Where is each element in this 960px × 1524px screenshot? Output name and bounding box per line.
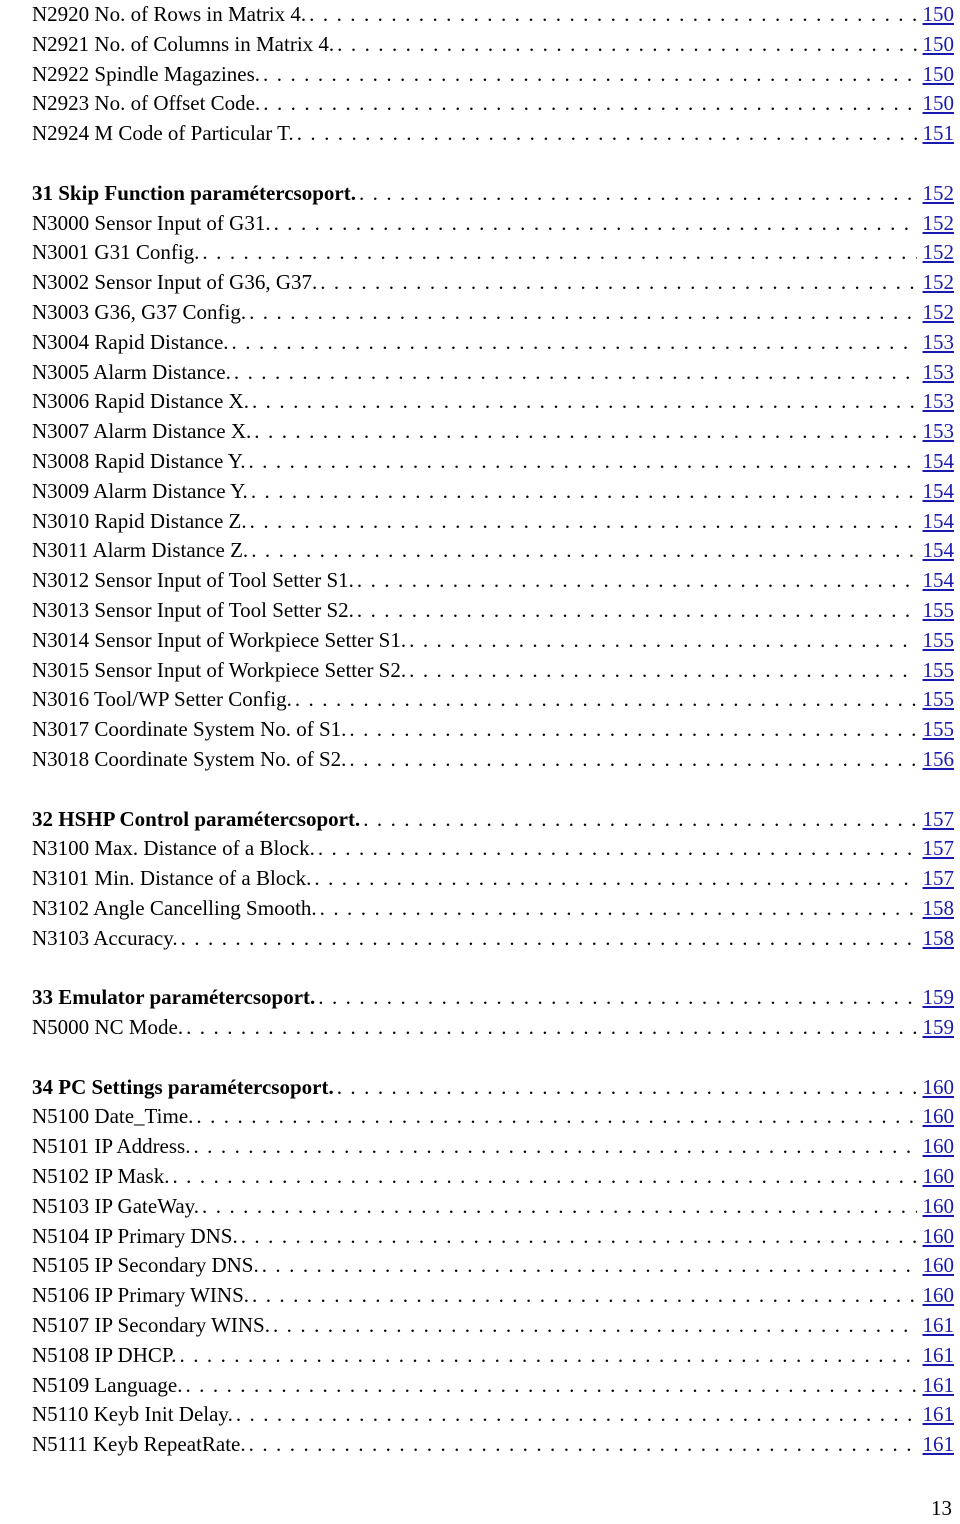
dot-leader bbox=[306, 0, 916, 30]
toc-page-link[interactable]: 160 bbox=[922, 1223, 954, 1248]
toc-page-link[interactable]: 157 bbox=[922, 866, 954, 891]
toc-entry-label: 31 Skip Function paramétercsoport. bbox=[32, 180, 356, 205]
toc-entry-label: N2924 M Code of Particular T. bbox=[32, 121, 294, 146]
toc-entry[interactable] bbox=[32, 894, 954, 924]
toc-entry-label: N2922 Spindle Magazines. bbox=[32, 61, 261, 86]
toc-entry-label: N5102 IP Mask. bbox=[32, 1164, 170, 1189]
toc-page-link[interactable]: 160 bbox=[922, 1134, 954, 1159]
toc-entry[interactable] bbox=[32, 834, 954, 864]
toc-entry[interactable] bbox=[32, 536, 954, 566]
toc-entry[interactable] bbox=[32, 417, 954, 447]
toc-entry[interactable] bbox=[32, 924, 954, 954]
dot-leader bbox=[406, 626, 916, 656]
toc-entry-label: N3017 Coordinate System No. of S1. bbox=[32, 717, 347, 742]
dot-leader bbox=[315, 983, 916, 1013]
toc-entry-label: N2920 No. of Rows in Matrix 4. bbox=[32, 2, 307, 26]
toc-entry-label: N3003 G36, G37 Config. bbox=[32, 299, 247, 324]
toc-page-link[interactable]: 161 bbox=[922, 1372, 954, 1397]
toc-page-link[interactable]: 159 bbox=[922, 985, 954, 1010]
dot-leader bbox=[231, 358, 917, 388]
toc-entry[interactable] bbox=[32, 89, 954, 119]
toc-section-heading[interactable] bbox=[32, 983, 954, 1013]
toc-entry[interactable] bbox=[32, 447, 954, 477]
toc-entry-label: N5103 IP GateWay. bbox=[32, 1193, 200, 1218]
toc-page-link[interactable]: 152 bbox=[922, 299, 954, 324]
toc-entry[interactable] bbox=[32, 1251, 954, 1281]
dot-leader bbox=[260, 89, 916, 119]
dot-leader bbox=[233, 1400, 917, 1430]
dot-leader bbox=[245, 447, 916, 477]
toc-entry-label: N5108 IP DHCP. bbox=[32, 1342, 177, 1367]
toc-entry[interactable] bbox=[32, 298, 954, 328]
toc-entry-label: N3013 Sensor Input of Tool Setter S2. bbox=[32, 597, 354, 622]
toc-entry-label: N3101 Min. Distance of a Block. bbox=[32, 866, 312, 891]
toc-entry-label: N3016 Tool/WP Setter Config. bbox=[32, 687, 292, 712]
toc-entry[interactable] bbox=[32, 387, 954, 417]
toc-page-link[interactable]: 161 bbox=[922, 1432, 954, 1457]
dot-leader bbox=[346, 715, 916, 745]
toc-page-link[interactable]: 156 bbox=[922, 746, 954, 771]
dot-leader bbox=[334, 30, 916, 60]
toc-entry[interactable] bbox=[32, 715, 954, 745]
toc-entry[interactable] bbox=[32, 656, 954, 686]
toc-page-link[interactable]: 155 bbox=[922, 597, 954, 622]
toc-entry[interactable] bbox=[32, 0, 954, 30]
dot-leader bbox=[406, 656, 916, 686]
dot-leader bbox=[248, 536, 916, 566]
toc-page-link[interactable]: 154 bbox=[922, 448, 954, 473]
toc-page-link[interactable]: 153 bbox=[922, 389, 954, 414]
toc-entry[interactable] bbox=[32, 507, 954, 537]
toc-page-link[interactable]: 154 bbox=[922, 538, 954, 563]
toc-page-link[interactable]: 153 bbox=[922, 419, 954, 444]
toc-entry-label: N3005 Alarm Distance. bbox=[32, 359, 231, 384]
toc-page-link[interactable]: 152 bbox=[922, 240, 954, 265]
toc-entry-label: N3004 Rapid Distance. bbox=[32, 329, 229, 354]
dot-leader bbox=[270, 1311, 917, 1341]
toc-page-link[interactable]: 150 bbox=[922, 2, 954, 26]
toc-page-link[interactable]: 151 bbox=[922, 121, 954, 146]
toc-entry[interactable] bbox=[32, 477, 954, 507]
toc-entry-label: N3000 Sensor Input of G31. bbox=[32, 210, 271, 235]
dot-leader bbox=[260, 60, 916, 90]
toc-page-link[interactable]: 158 bbox=[922, 925, 954, 950]
dot-leader bbox=[292, 685, 917, 715]
dot-leader bbox=[229, 328, 917, 358]
toc-entry-label: N5111 Keyb RepeatRate. bbox=[32, 1432, 246, 1457]
dot-leader bbox=[193, 1102, 916, 1132]
dot-leader bbox=[294, 119, 917, 149]
toc-page-link[interactable]: 161 bbox=[922, 1313, 954, 1338]
toc-entry[interactable] bbox=[32, 1400, 954, 1430]
toc-page-link[interactable]: 150 bbox=[922, 61, 954, 86]
toc-entry-label: N3010 Rapid Distance Z. bbox=[32, 508, 247, 533]
toc-entry-label: 34 PC Settings paramétercsoport. bbox=[32, 1074, 334, 1099]
toc-entry[interactable] bbox=[32, 119, 954, 149]
toc-entry-label: N3103 Accuracy. bbox=[32, 925, 178, 950]
toc-page-link[interactable]: 160 bbox=[922, 1193, 954, 1218]
toc-section-heading[interactable] bbox=[32, 179, 954, 209]
toc-entry[interactable] bbox=[32, 30, 954, 60]
dot-leader bbox=[238, 1222, 917, 1252]
toc-page-link[interactable]: 152 bbox=[922, 210, 954, 235]
dot-leader bbox=[246, 298, 916, 328]
toc-entry[interactable] bbox=[32, 1281, 954, 1311]
dot-leader bbox=[199, 238, 916, 268]
toc-entry-label: N3011 Alarm Distance Z. bbox=[32, 538, 249, 563]
dot-leader bbox=[182, 1371, 916, 1401]
toc-entry-label: N3002 Sensor Input of G36, G37. bbox=[32, 270, 318, 295]
dot-leader bbox=[190, 1132, 916, 1162]
dot-leader bbox=[199, 1192, 916, 1222]
dot-leader bbox=[354, 566, 917, 596]
toc-entry-label: 33 Emulator paramétercsoport. bbox=[32, 985, 316, 1010]
toc-entry-label: N5000 NC Mode. bbox=[32, 1015, 184, 1040]
toc-entry-label: N3100 Max. Distance of a Block. bbox=[32, 836, 315, 861]
toc-entry-label: N5105 IP Secondary DNS. bbox=[32, 1253, 259, 1278]
toc-page-link[interactable]: 155 bbox=[922, 627, 954, 652]
toc-entry[interactable] bbox=[32, 685, 954, 715]
toc-entry-label: N5110 Keyb Init Delay. bbox=[32, 1402, 233, 1427]
toc-page-link[interactable]: 157 bbox=[922, 806, 954, 831]
toc-entry-label: N2923 No. of Offset Code. bbox=[32, 91, 261, 116]
dot-leader bbox=[360, 805, 916, 835]
toc-page-link[interactable]: 152 bbox=[922, 180, 954, 205]
toc-entry-label: N5104 IP Primary DNS. bbox=[32, 1223, 238, 1248]
toc-page-link[interactable]: 154 bbox=[922, 508, 954, 533]
toc-entry-label: N3001 G31 Config. bbox=[32, 240, 200, 265]
toc-page-link[interactable]: 155 bbox=[922, 687, 954, 712]
toc-entry-label: N2921 No. of Columns in Matrix 4. bbox=[32, 31, 335, 56]
dot-leader bbox=[177, 1341, 917, 1371]
toc-page-link[interactable]: 158 bbox=[922, 895, 954, 920]
toc-entry[interactable] bbox=[32, 358, 954, 388]
dot-leader bbox=[247, 507, 917, 537]
toc-page-link[interactable]: 155 bbox=[922, 717, 954, 742]
toc-entry[interactable] bbox=[32, 1371, 954, 1401]
toc-page-link[interactable]: 152 bbox=[922, 270, 954, 295]
toc-entry[interactable] bbox=[32, 1341, 954, 1371]
toc-page-link[interactable]: 160 bbox=[922, 1253, 954, 1278]
toc-entry-label: N5100 Date_Time. bbox=[32, 1104, 194, 1129]
toc-page-link[interactable]: 160 bbox=[922, 1164, 954, 1189]
toc-entry[interactable] bbox=[32, 566, 954, 596]
toc-entry[interactable] bbox=[32, 238, 954, 268]
toc-page-link[interactable]: 153 bbox=[922, 359, 954, 384]
toc-entry[interactable] bbox=[32, 1013, 954, 1043]
toc-entry[interactable] bbox=[32, 60, 954, 90]
toc-entry-label: N3102 Angle Cancelling Smooth. bbox=[32, 895, 317, 920]
toc-entry[interactable] bbox=[32, 864, 954, 894]
toc-entry-label: N3018 Coordinate System No. of S2. bbox=[32, 746, 347, 771]
table-of-contents bbox=[32, 0, 954, 1460]
toc-entry[interactable] bbox=[32, 1102, 954, 1132]
toc-entry-label: N3008 Rapid Distance Y. bbox=[32, 448, 246, 473]
toc-entry[interactable] bbox=[32, 268, 954, 298]
dot-leader bbox=[356, 179, 917, 209]
toc-entry-label: N3012 Sensor Input of Tool Setter S1. bbox=[32, 568, 354, 593]
dot-leader bbox=[346, 745, 916, 775]
toc-entry-label: N5107 IP Secondary WINS. bbox=[32, 1313, 270, 1338]
dot-leader bbox=[354, 596, 917, 626]
toc-page-link[interactable]: 160 bbox=[922, 1283, 954, 1308]
toc-entry-label: 32 HSHP Control paramétercsoport. bbox=[32, 806, 361, 831]
toc-entry-label: N3007 Alarm Distance X. bbox=[32, 419, 252, 444]
toc-page-link[interactable]: 157 bbox=[922, 836, 954, 861]
toc-entry[interactable] bbox=[32, 1311, 954, 1341]
toc-page-link[interactable]: 161 bbox=[922, 1402, 954, 1427]
dot-leader bbox=[249, 1281, 917, 1311]
toc-entry[interactable] bbox=[32, 626, 954, 656]
toc-page-link[interactable]: 161 bbox=[922, 1342, 954, 1367]
dot-leader bbox=[317, 268, 916, 298]
toc-entry-label: N3015 Sensor Input of Workpiece Setter S2. bbox=[32, 657, 407, 682]
toc-entry[interactable] bbox=[32, 328, 954, 358]
toc-entry[interactable] bbox=[32, 1132, 954, 1162]
toc-entry[interactable] bbox=[32, 1192, 954, 1222]
dot-leader bbox=[315, 834, 917, 864]
dot-leader bbox=[178, 924, 917, 954]
toc-page-link[interactable]: 150 bbox=[922, 91, 954, 116]
toc-page-link[interactable]: 159 bbox=[922, 1015, 954, 1040]
dot-leader bbox=[183, 1013, 916, 1043]
toc-page-link[interactable]: 154 bbox=[922, 478, 954, 503]
toc-entry-label: N5106 IP Primary WINS. bbox=[32, 1283, 249, 1308]
toc-section-heading[interactable] bbox=[32, 805, 954, 835]
dot-leader bbox=[311, 864, 916, 894]
dot-leader bbox=[251, 417, 916, 447]
dot-leader bbox=[317, 894, 917, 924]
toc-entry[interactable] bbox=[32, 1430, 954, 1460]
toc-entry-label: N3009 Alarm Distance Y. bbox=[32, 478, 248, 503]
dot-leader bbox=[334, 1073, 917, 1103]
toc-page-link[interactable]: 160 bbox=[922, 1104, 954, 1129]
toc-entry[interactable] bbox=[32, 1162, 954, 1192]
dot-leader bbox=[169, 1162, 916, 1192]
dot-leader bbox=[271, 209, 917, 239]
toc-entry-label: N3006 Rapid Distance X. bbox=[32, 389, 249, 414]
toc-entry-label: N5109 Language. bbox=[32, 1372, 183, 1397]
toc-entry-label: N5101 IP Address. bbox=[32, 1134, 191, 1159]
toc-entry[interactable] bbox=[32, 1222, 954, 1252]
dot-leader bbox=[246, 1430, 917, 1460]
dot-leader bbox=[249, 387, 917, 417]
toc-page-link[interactable]: 150 bbox=[922, 31, 954, 56]
toc-entry[interactable] bbox=[32, 209, 954, 239]
toc-page-link[interactable]: 155 bbox=[922, 657, 954, 682]
toc-entry-label: N3014 Sensor Input of Workpiece Setter S1. bbox=[32, 627, 407, 652]
toc-page-link[interactable]: 154 bbox=[922, 568, 954, 593]
dot-leader bbox=[259, 1251, 917, 1281]
page-number: 13 bbox=[931, 1496, 952, 1520]
toc-entry[interactable] bbox=[32, 596, 954, 626]
toc-page-link[interactable]: 153 bbox=[922, 329, 954, 354]
toc-section-heading[interactable] bbox=[32, 1073, 954, 1103]
toc-page-link[interactable]: 160 bbox=[922, 1074, 954, 1099]
dot-leader bbox=[248, 477, 917, 507]
toc-entry[interactable] bbox=[32, 745, 954, 775]
